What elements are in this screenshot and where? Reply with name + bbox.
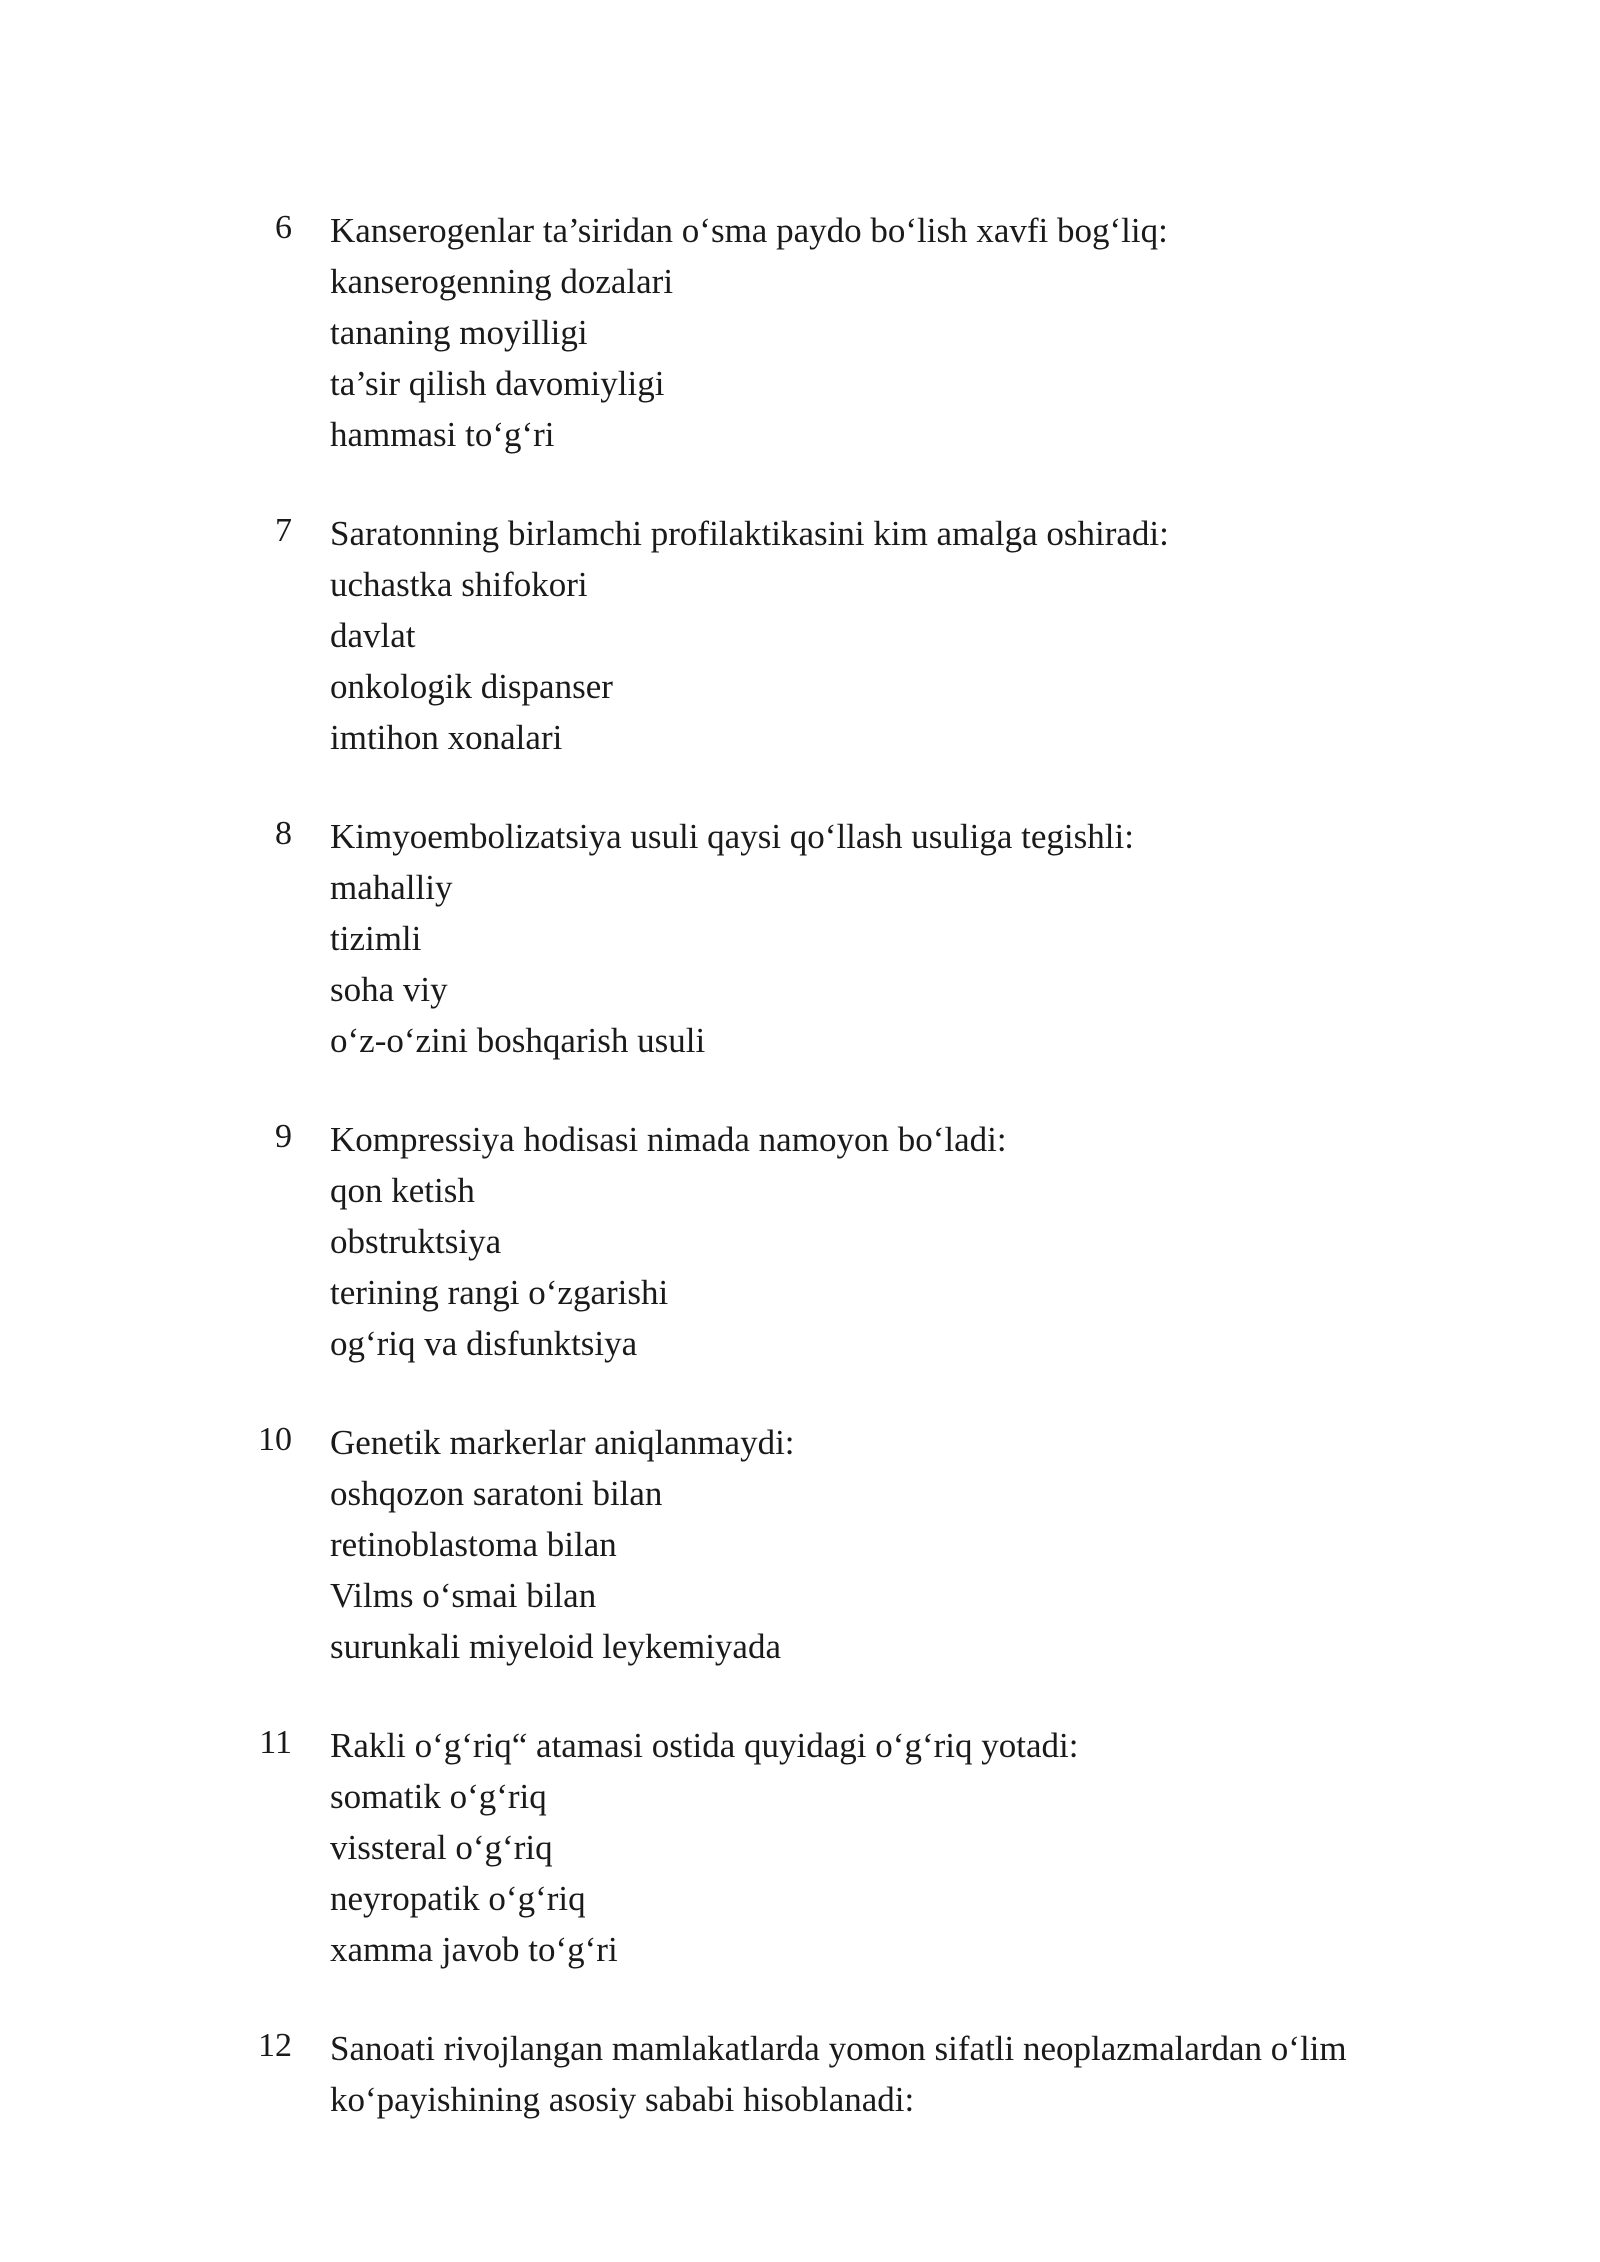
question-body	[330, 205, 1480, 460]
question-text: Rakli o‘g‘riq“ atamasi ostida quyidagi o‘g‘riq yotadi:	[330, 1726, 1079, 1765]
question-number: 9	[275, 1118, 292, 1155]
answer-option: somatik o‘g‘riq	[330, 1777, 547, 1816]
answer-option: obstruktsiya	[330, 1222, 502, 1261]
question-body	[330, 1720, 1480, 1975]
answer-option: xamma javob to‘g‘ri	[330, 1930, 618, 1969]
question-number: 6	[275, 209, 292, 246]
question-number: 7	[275, 512, 292, 549]
question-body	[330, 508, 1480, 763]
answer-option: o‘z-o‘zini boshqarish usuli	[330, 1021, 706, 1060]
answer-option: mahalliy	[330, 868, 453, 907]
answer-option: onkologik dispanser	[330, 667, 613, 706]
question-number: 8	[275, 815, 292, 852]
answer-option: og‘riq va disfunktsiya	[330, 1324, 638, 1363]
answer-option: neyropatik o‘g‘riq	[330, 1879, 586, 1918]
question-body	[330, 811, 1480, 1066]
answer-option: soha viy	[330, 970, 448, 1009]
question-number: 11	[259, 1724, 292, 1761]
question-body	[330, 1417, 1480, 1672]
answer-option: retinoblastoma bilan	[330, 1525, 617, 1564]
question-text: Kimyoembolizatsiya usuli qaysi qo‘llash usuliga tegishli:	[330, 817, 1134, 856]
question-text: Genetik markerlar aniqlanmaydi:	[330, 1423, 795, 1462]
question-text: Saratonning birlamchi profilaktikasini kim amalga oshiradi:	[330, 514, 1169, 553]
answer-option: vissteral o‘g‘riq	[330, 1828, 553, 1867]
answer-option: terining rangi o‘zgarishi	[330, 1273, 669, 1312]
question-body	[330, 1114, 1480, 1369]
answer-option: imtihon xonalari	[330, 718, 563, 757]
answer-option: tananing moyilligi	[330, 313, 588, 352]
question-text: Kanserogenlar ta’siridan o‘sma paydo bo‘lish xavfi bog‘liq:	[330, 211, 1168, 250]
answer-option: uchastka shifokori	[330, 565, 588, 604]
answer-option: oshqozon saratoni bilan	[330, 1474, 663, 1513]
answer-option: surunkali miyeloid leykemiyada	[330, 1627, 782, 1666]
question-text: Kompressiya hodisasi nimada namoyon bo‘ladi:	[330, 1120, 1007, 1159]
question-text: Sanoati rivojlangan mamlakatlarda yomon sifatli neoplazmalardan o‘lim ko‘payishining asosiy sababi hisoblanadi:	[330, 2029, 1347, 2119]
question-body	[330, 2023, 1480, 2125]
answer-option: qon ketish	[330, 1171, 475, 1210]
answer-option: kanserogenning dozalari	[330, 262, 674, 301]
answer-option: Vilms o‘smai bilan	[330, 1576, 597, 1615]
answer-option: davlat	[330, 616, 416, 655]
answer-option: tizimli	[330, 919, 422, 958]
answer-option: hammasi to‘g‘ri	[330, 415, 555, 454]
question-number: 12	[258, 2027, 292, 2064]
question-number: 10	[258, 1421, 292, 1458]
answer-option: ta’sir qilish davomiyligi	[330, 364, 665, 403]
